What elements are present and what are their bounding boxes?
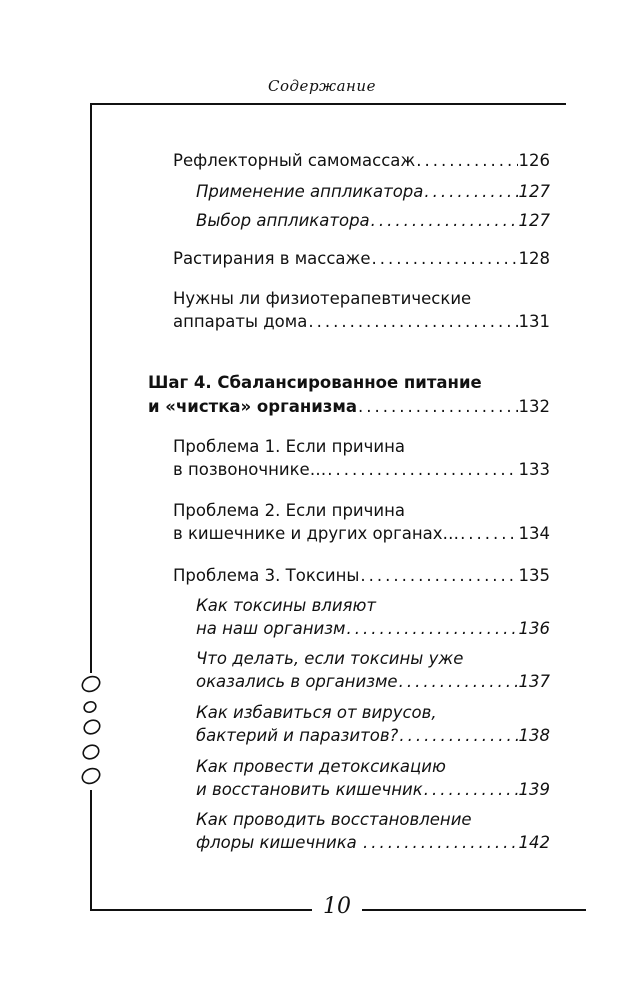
frame-bottom-rule-right	[362, 909, 586, 911]
toc-page-number: 126	[518, 151, 550, 170]
toc-entry-title: на наш организм	[196, 619, 346, 638]
page-number: 10	[323, 894, 351, 919]
section-heading-line1: Шаг 4. Сбалансированное питание	[148, 373, 482, 392]
toc-entry-title-line1: Проблема 2. Если причина	[173, 501, 406, 520]
dot-leader	[416, 150, 517, 172]
dot-leader	[363, 832, 517, 854]
dot-leader	[424, 779, 518, 801]
toc-entry-title: и восстановить кишечник	[196, 780, 423, 799]
dot-leader	[424, 181, 517, 203]
toc-entry-title-line1: Как проводить восстановление	[196, 810, 472, 829]
toc-page-number: 138	[518, 726, 550, 745]
frame-top-rule	[90, 103, 566, 105]
toc-entry-title: флоры кишечника	[196, 833, 363, 852]
toc-page-number: 139	[518, 780, 550, 799]
toc-page-number: 131	[518, 312, 550, 331]
toc-entry-title: и «чистка» организма	[148, 397, 358, 416]
toc-page-number: 133	[518, 460, 550, 479]
frame-left-rule-lower	[90, 790, 92, 910]
toc-entry-physio-devices[interactable]	[173, 311, 550, 333]
dot-leader	[399, 725, 517, 747]
toc-page-number: 127	[518, 211, 550, 230]
toc-entry-problem-2[interactable]	[173, 523, 550, 545]
running-title: Содержание	[268, 77, 376, 95]
dot-leader	[346, 618, 517, 640]
toc-entry-title: бактерий и паразитов?	[196, 726, 399, 745]
dot-leader	[460, 523, 517, 545]
toc-entry-problem-3[interactable]	[173, 565, 550, 587]
toc-entry-title: Растирания в массаже	[173, 249, 371, 268]
toc-entry-applicator-use[interactable]	[196, 181, 550, 203]
toc-entry-toxins-in-body[interactable]	[196, 671, 550, 693]
dot-leader	[372, 248, 518, 270]
toc-page-number: 127	[518, 182, 550, 201]
toc-entry-title: аппараты дома	[173, 312, 308, 331]
toc-entry-title: Выбор аппликатора	[196, 211, 370, 230]
toc-entry-detox[interactable]	[196, 779, 550, 801]
oval-chain-ornament	[74, 672, 108, 792]
toc-entry-problem-1[interactable]	[173, 459, 550, 481]
toc-page-number: 135	[518, 566, 550, 585]
toc-entry-viruses-bacteria[interactable]	[196, 725, 550, 747]
toc-entry-step-4[interactable]	[148, 396, 550, 418]
toc-entry-title: в позвоночнике…	[173, 460, 327, 479]
dot-leader	[399, 671, 518, 693]
toc-entry-title: оказались в организме	[196, 672, 398, 691]
toc-page-number: 137	[518, 672, 550, 691]
dot-leader	[327, 459, 517, 481]
dot-leader	[360, 565, 517, 587]
dot-leader	[371, 210, 518, 232]
toc-entry-title-line1: Как избавиться от вирусов,	[196, 703, 437, 722]
toc-page-number: 134	[518, 524, 550, 543]
frame-bottom-rule-left	[90, 909, 312, 911]
toc-entry-title-line1: Как токсины влияют	[196, 596, 376, 615]
toc-entry-applicator-choice[interactable]	[196, 210, 550, 232]
toc-entry-rubbing-massage[interactable]	[173, 248, 550, 270]
frame-left-rule	[90, 103, 92, 673]
toc-page-number: 136	[518, 619, 550, 638]
toc-entry-toxins-influence[interactable]	[196, 618, 550, 640]
toc-entry-title: Рефлекторный самомассаж	[173, 151, 416, 170]
toc-entry-title-line1: Как провести детоксикацию	[196, 757, 446, 776]
toc-entry-title: Проблема 3. Токсины	[173, 566, 360, 585]
toc-page-number: 142	[518, 833, 550, 852]
toc-entry-reflex-self-massage[interactable]	[173, 150, 550, 172]
toc-entry-title: в кишечнике и других органах…	[173, 524, 460, 543]
toc-entry-title-line1: Нужны ли физиотерапевтические	[173, 289, 472, 308]
toc-page-number: 132	[518, 397, 550, 416]
toc-entry-flora-restore[interactable]	[196, 832, 550, 854]
toc-page-number: 128	[518, 249, 550, 268]
dot-leader	[308, 311, 517, 333]
toc-entry-title-line1: Проблема 1. Если причина	[173, 437, 406, 456]
toc-entry-title: Применение аппликатора	[196, 182, 424, 201]
toc-entry-title-line1: Что делать, если токсины уже	[196, 649, 464, 668]
dot-leader	[358, 396, 517, 418]
